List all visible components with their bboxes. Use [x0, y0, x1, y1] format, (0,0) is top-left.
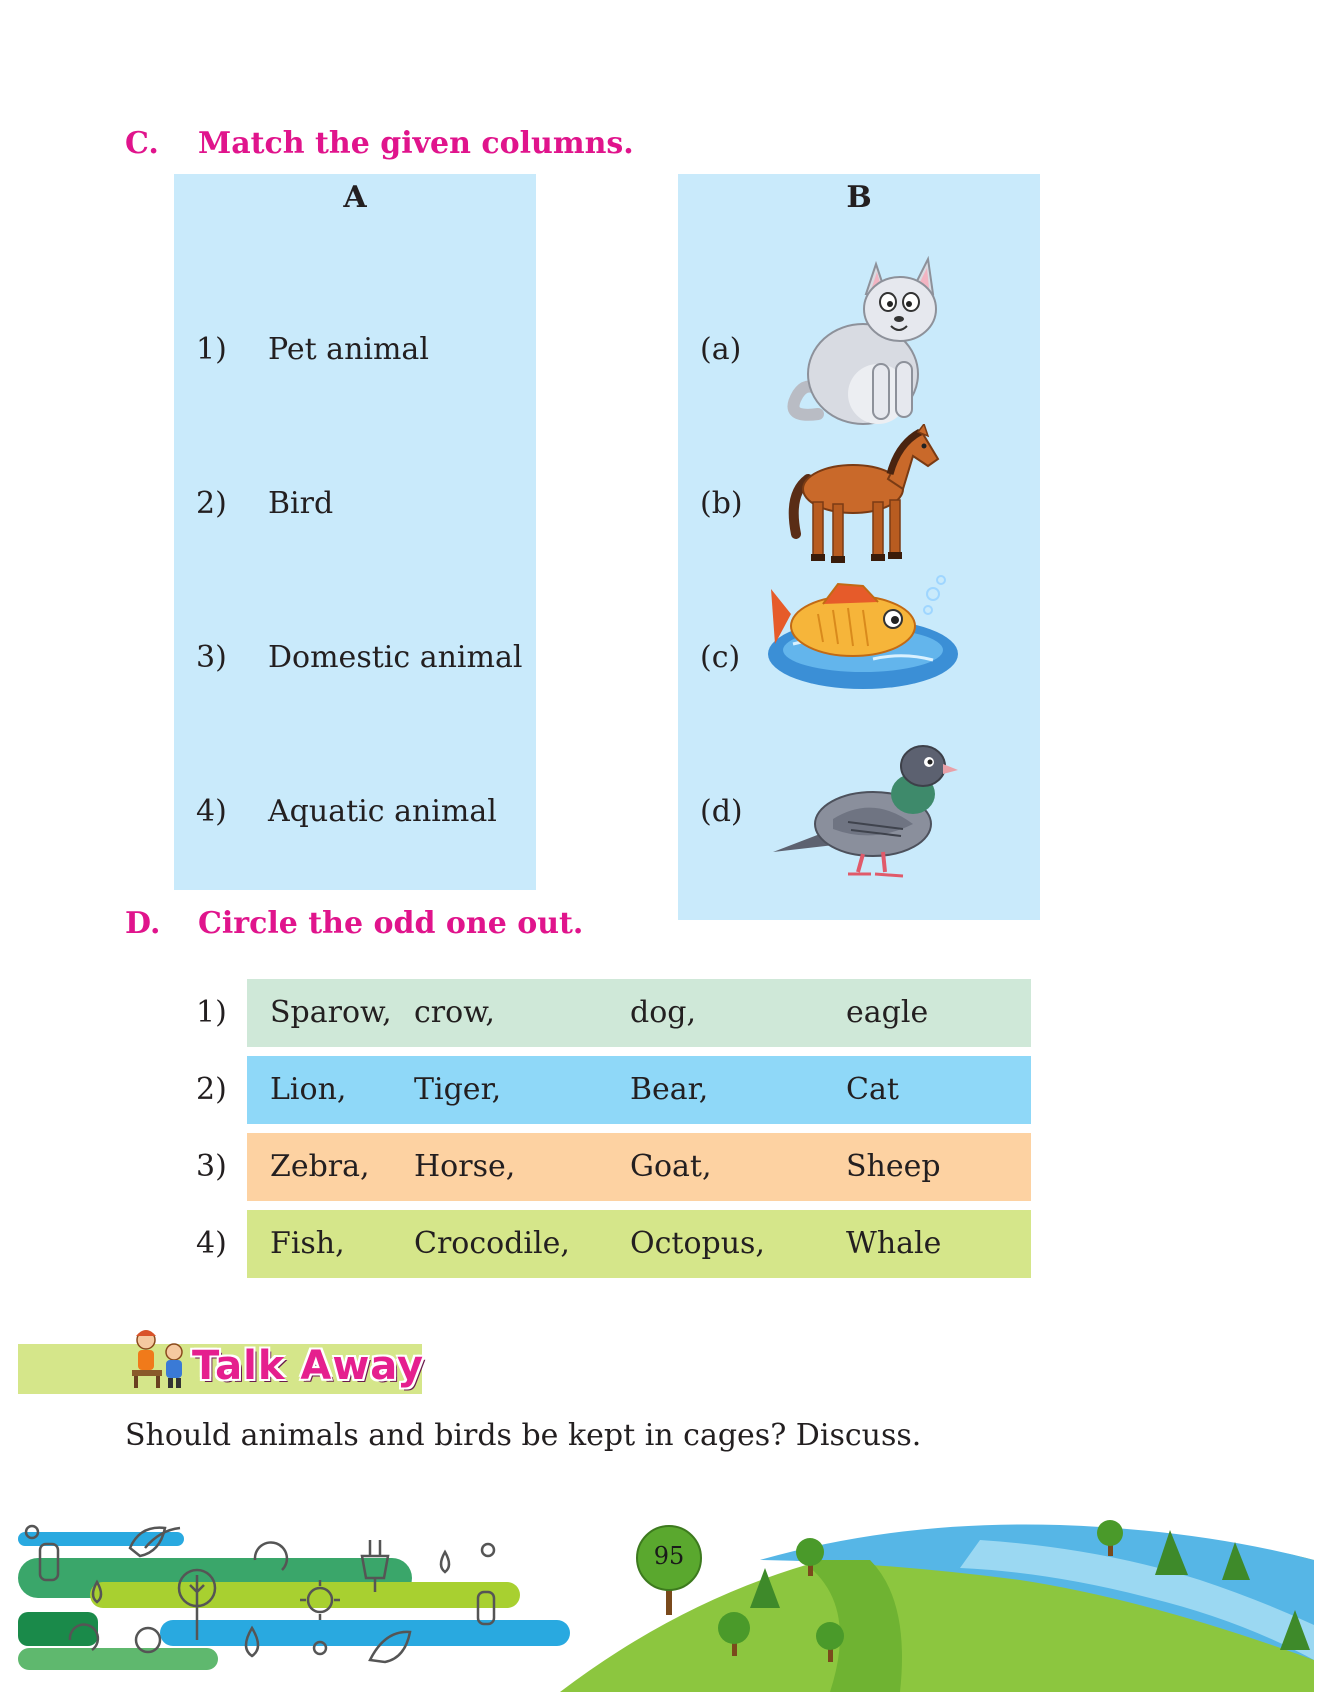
- odd-row-number: 3): [196, 1149, 227, 1184]
- column-b-label-c: (c): [700, 640, 741, 675]
- cat-illustration: [778, 244, 948, 434]
- horse-illustration: [778, 424, 948, 574]
- fish-illustration: [763, 574, 963, 694]
- odd-row-word[interactable]: dog,: [630, 995, 697, 1030]
- odd-row-word[interactable]: Sheep: [846, 1149, 941, 1184]
- odd-row-number: 2): [196, 1072, 227, 1107]
- column-b-label-b: (b): [700, 486, 743, 521]
- page-number: 95: [653, 1542, 685, 1570]
- drop-icon: [441, 1552, 449, 1572]
- column-b-header: B: [846, 180, 872, 215]
- column-a-num-2: 2): [196, 486, 227, 521]
- column-b-box: [678, 174, 1040, 920]
- odd-row-number: 1): [196, 995, 227, 1030]
- column-a-box: [174, 174, 536, 890]
- odd-row-word[interactable]: Bear,: [630, 1072, 709, 1107]
- odd-row-word[interactable]: Cat: [846, 1072, 899, 1107]
- talk-away-question: Should animals and birds be kept in cages? Discuss.: [125, 1418, 922, 1453]
- odd-row-word[interactable]: Zebra,: [270, 1149, 370, 1184]
- footer-decoration: [0, 1500, 1332, 1692]
- talk-away-title: Talk Away: [192, 1343, 425, 1389]
- column-b-label-a: (a): [700, 332, 742, 367]
- column-a-num-1: 1): [196, 332, 227, 367]
- section-c-title: Match the given columns.: [198, 126, 634, 161]
- odd-row-word[interactable]: Octopus,: [630, 1226, 765, 1261]
- odd-row-word[interactable]: Whale: [846, 1226, 942, 1261]
- odd-row-word[interactable]: Fish,: [270, 1226, 345, 1261]
- odd-row-word[interactable]: Sparow,: [270, 995, 392, 1030]
- column-a-item-4: Aquatic animal: [268, 794, 497, 829]
- pigeon-illustration: [763, 734, 963, 884]
- column-a-header: A: [343, 180, 367, 215]
- column-a-num-3: 3): [196, 640, 227, 675]
- odd-row-word[interactable]: eagle: [846, 995, 929, 1030]
- column-b-label-d: (d): [700, 794, 743, 829]
- kids-talking-icon: [124, 1322, 192, 1392]
- column-a-item-1: Pet animal: [268, 332, 429, 367]
- odd-row-word[interactable]: Crocodile,: [414, 1226, 570, 1261]
- odd-row-word[interactable]: Tiger,: [414, 1072, 502, 1107]
- odd-row-word[interactable]: Goat,: [630, 1149, 712, 1184]
- section-d-letter: D.: [125, 906, 161, 941]
- odd-row-word[interactable]: Lion,: [270, 1072, 347, 1107]
- column-a-item-2: Bird: [268, 486, 334, 521]
- section-c-letter: C.: [125, 126, 159, 161]
- section-d-title: Circle the odd one out.: [198, 906, 584, 941]
- odd-row-word[interactable]: Horse,: [414, 1149, 516, 1184]
- column-a-item-3: Domestic animal: [268, 640, 523, 675]
- column-a-num-4: 4): [196, 794, 227, 829]
- odd-row-number: 4): [196, 1226, 227, 1261]
- odd-row-word[interactable]: crow,: [414, 995, 495, 1030]
